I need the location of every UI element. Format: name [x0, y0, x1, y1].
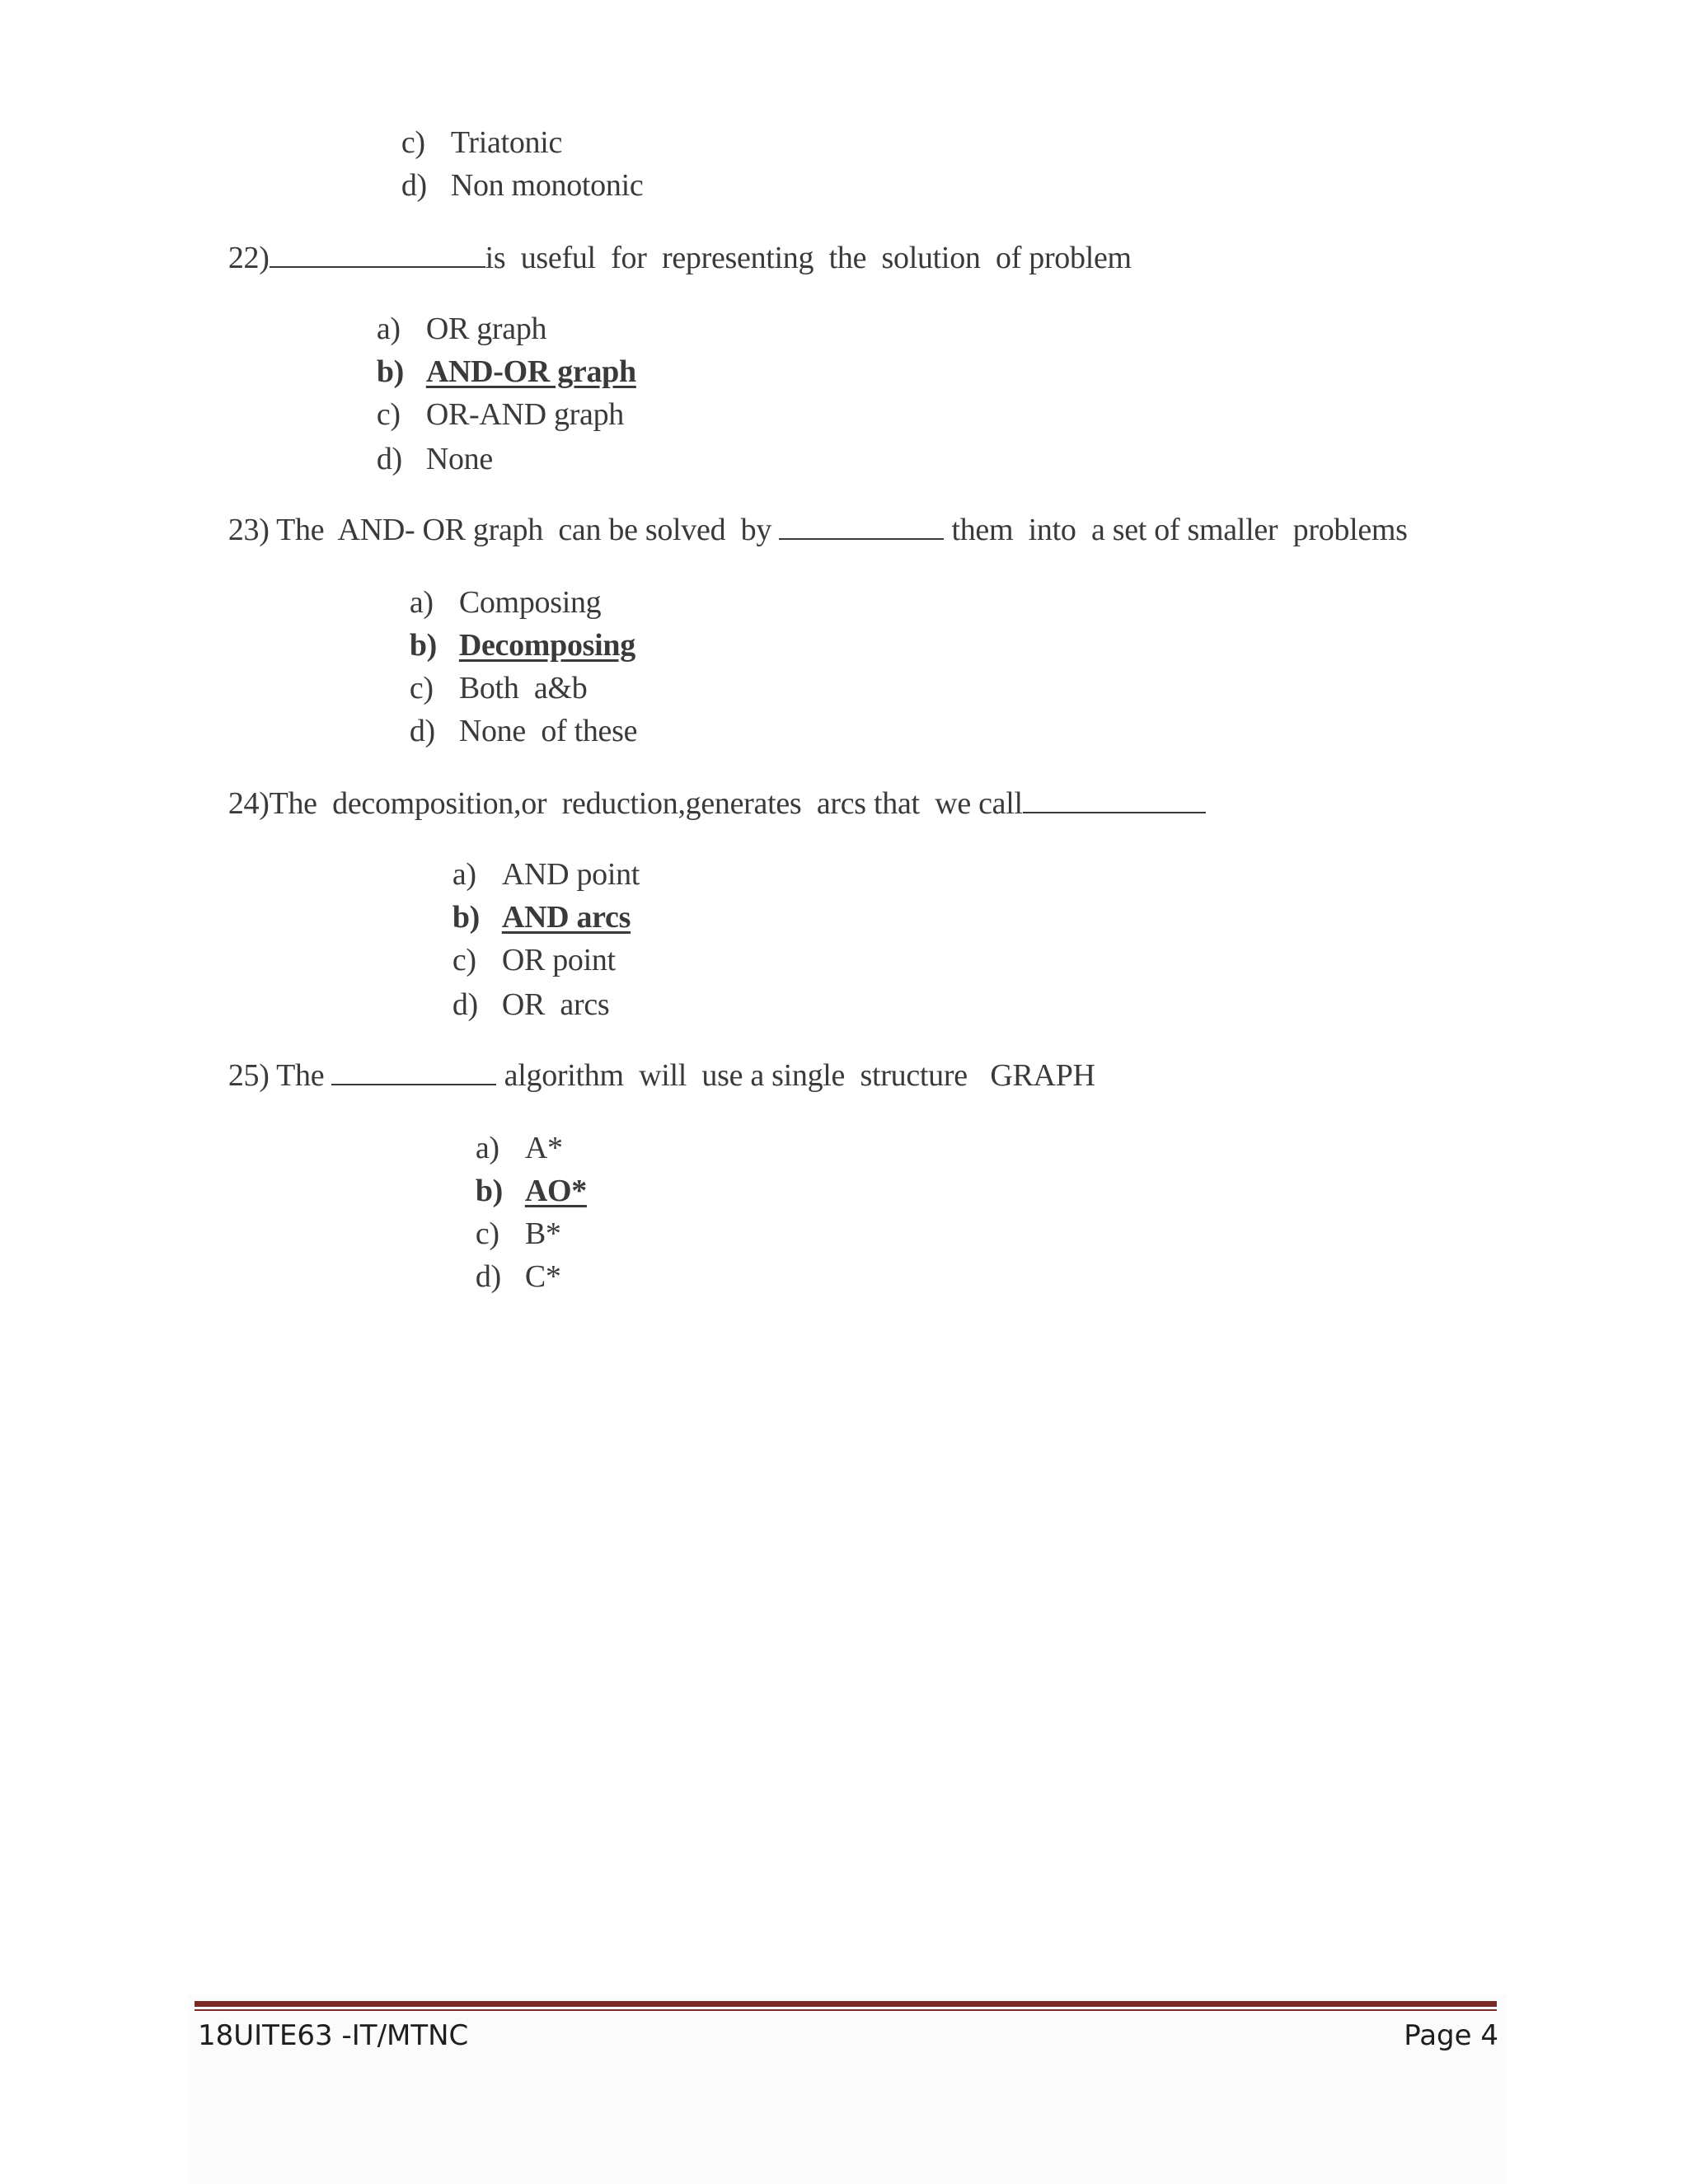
footer-page-number: Page 4 [1404, 2019, 1498, 2052]
option-text: None of these [458, 714, 638, 748]
answer-blank [1023, 787, 1206, 813]
option-label: d) [409, 714, 435, 748]
option-label: c) [409, 671, 434, 705]
footer-course-code: 18UITE63 -IT/MTNC [198, 2019, 469, 2052]
option-text: AND point [501, 857, 640, 892]
option-label: c) [401, 125, 425, 160]
option-text: OR point [501, 943, 616, 977]
option-text: Composing [458, 585, 602, 620]
option-label: c) [376, 397, 401, 432]
q24-question [198, 747, 1206, 860]
q22-question [198, 201, 1132, 315]
option-text: None [425, 442, 493, 476]
answer-blank [331, 1059, 496, 1085]
option-text: AO* [524, 1174, 587, 1208]
q25-text-before: 25) The [227, 1058, 332, 1093]
q25-text-after: algorithm will use a single structure GRAPH [496, 1058, 1095, 1093]
option-label: d) [376, 442, 402, 476]
option-text: C* [524, 1259, 561, 1294]
option-text: Decomposing [458, 628, 635, 663]
option-text: Non monotonic [450, 168, 644, 203]
option-label: c) [475, 1216, 499, 1251]
q22-number: 22) [227, 241, 270, 275]
footer-rule [195, 2001, 1497, 2007]
option-label: a) [409, 585, 434, 620]
option-text: AND-OR graph [425, 354, 636, 389]
option-label: a) [376, 312, 401, 346]
option-label: d) [401, 168, 427, 203]
option-text: OR graph [425, 312, 547, 346]
option-label: c) [452, 943, 476, 977]
option-text: Both a&b [458, 671, 588, 705]
option-text: AND arcs [501, 900, 631, 935]
option-text: OR arcs [501, 987, 610, 1022]
q23-text-after: them into a set of smaller problems [944, 513, 1408, 547]
q25-question [198, 1019, 1095, 1132]
option-text: B* [524, 1216, 561, 1251]
q22-text: is useful for representing the solution of problem [485, 241, 1132, 275]
option-label: d) [475, 1259, 501, 1294]
q24-text: 24)The decomposition,or reduction,generates arcs that we call [227, 786, 1023, 821]
option-label: d) [452, 987, 478, 1022]
q25-option-d [445, 1220, 561, 1333]
option-label: b) [475, 1174, 504, 1208]
answer-blank [779, 513, 944, 540]
option-label: a) [475, 1131, 499, 1165]
option-label: b) [409, 628, 438, 663]
option-text: A* [524, 1131, 563, 1165]
option-label: b) [376, 354, 405, 389]
option-text: Triatonic [450, 125, 563, 160]
footer-rule-thin [195, 2009, 1497, 2011]
q23-text-before: 23) The AND- OR graph can be solved by [227, 513, 780, 547]
option-text: OR-AND graph [425, 397, 625, 432]
option-label: b) [452, 900, 481, 935]
option-label: a) [452, 857, 476, 892]
answer-blank [270, 241, 485, 268]
